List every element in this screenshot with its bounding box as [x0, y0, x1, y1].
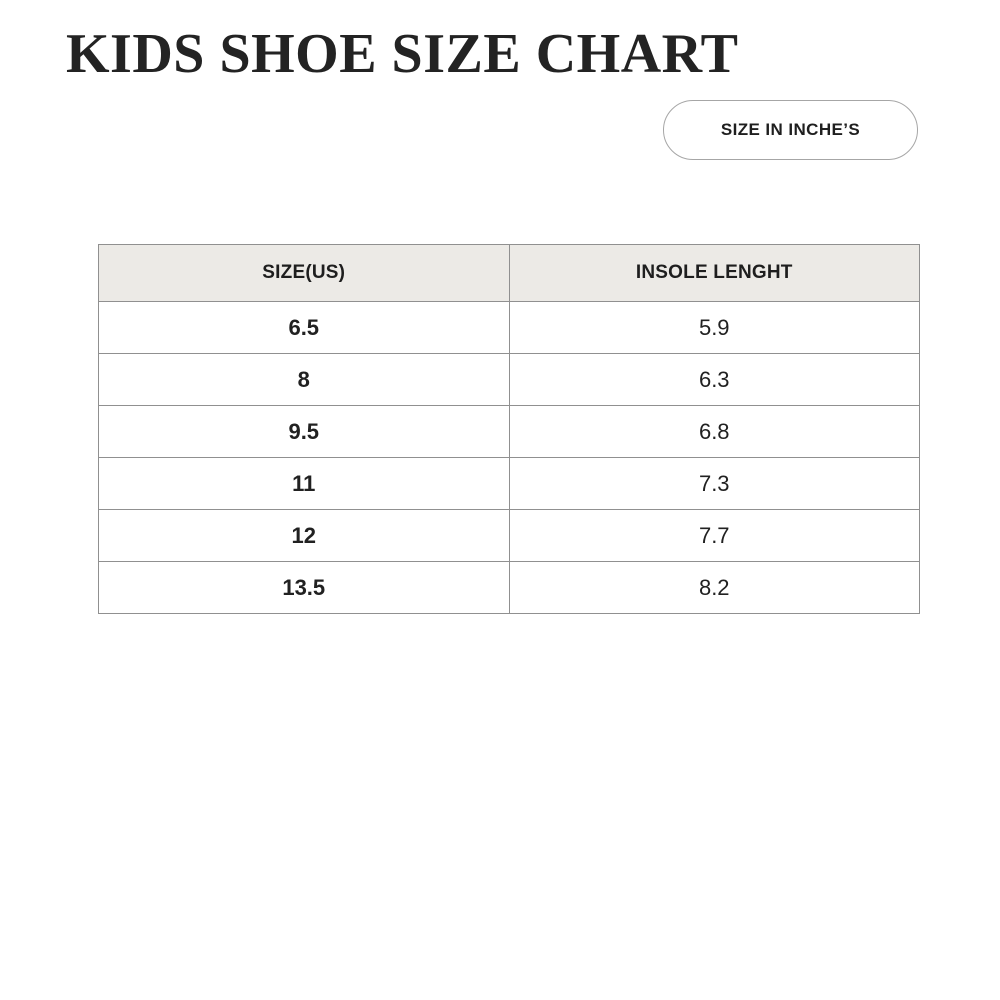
table-row — [99, 510, 920, 562]
table-row — [99, 354, 920, 406]
insole-length-value: 7.3 — [509, 458, 920, 510]
insole-length-value: 8.2 — [509, 562, 920, 614]
size-us-value: 8 — [99, 354, 510, 406]
size-us-value: 11 — [99, 458, 510, 510]
size-in-inches-button[interactable] — [663, 100, 918, 160]
table-header-row — [99, 245, 920, 302]
size-us-value: 6.5 — [99, 302, 510, 354]
insole-length-value: 6.3 — [509, 354, 920, 406]
size-us-value: 13.5 — [99, 562, 510, 614]
insole-length-value: 7.7 — [509, 510, 920, 562]
table-row — [99, 302, 920, 354]
column-header-insole-length: INSOLE LENGHT — [509, 245, 920, 302]
size-chart-table — [98, 244, 920, 614]
table-row — [99, 406, 920, 458]
insole-length-value: 6.8 — [509, 406, 920, 458]
size-us-value: 9.5 — [99, 406, 510, 458]
insole-length-value: 5.9 — [509, 302, 920, 354]
column-header-size-us: SIZE(US) — [99, 245, 510, 302]
size-in-inches-label: SIZE IN INCHE’S — [720, 120, 861, 139]
table-row — [99, 562, 920, 614]
page-title: KIDS SHOE SIZE CHART — [66, 23, 739, 85]
table-row — [99, 458, 920, 510]
size-us-value: 12 — [99, 510, 510, 562]
